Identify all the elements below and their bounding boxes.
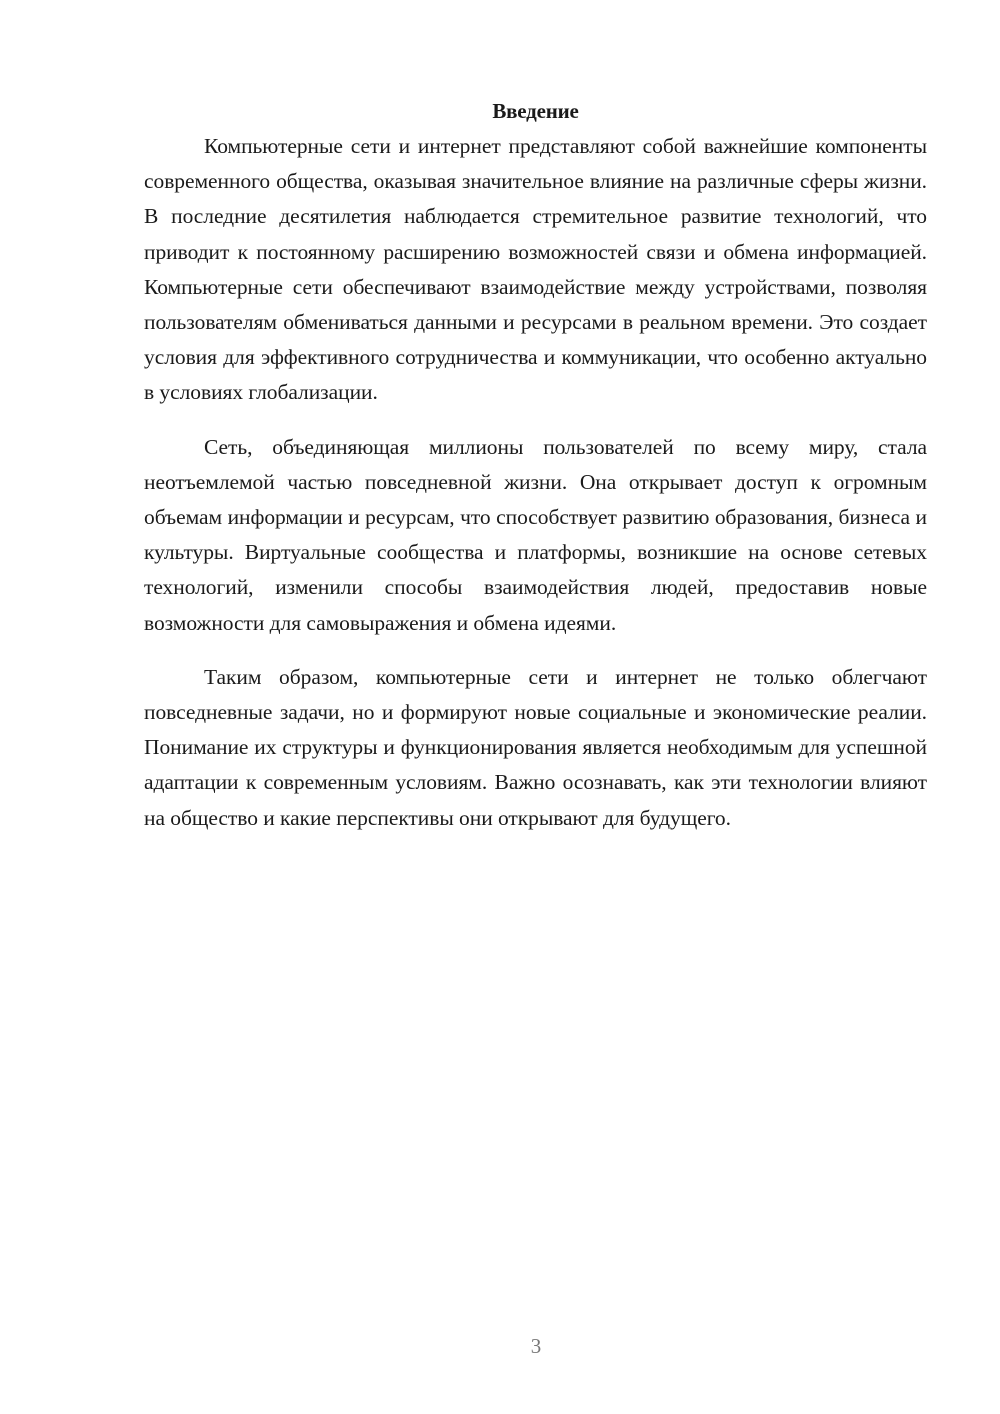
paragraph-1: Компьютерные сети и интернет представляют собой важнейшие компоненты современного общества, оказывая значительное влияние на различные сферы жизни. В последние десятилетия наблюдается стремительное развитие технологий, что приводит к постоянному расширению возможностей связи и обмена информацией. Компьютерные сети обеспечивают взаимодействие между устройствами, позволяя пользователям обмениваться данными и ресурсами в реальном времени. Это создает условия для эффективного сотрудничества и коммуникации, что особенно актуально в условиях глобализации. <box>144 134 927 405</box>
paragraph-2: Сеть, объединяющая миллионы пользователей по всему миру, стала неотъемлемой частью повседневной жизни. Она открывает доступ к огромным объемам информации и ресурсам, что способствует развитию образования, бизнеса и культуры. Виртуальные сообщества и платформы, возникшие на основе сетевых технологий, изменили способы взаимодействия людей, предоставив новые возможности для самовыражения и обмена идеями. <box>144 434 927 635</box>
section-title: Введение <box>492 99 579 123</box>
paragraph-3: Таким образом, компьютерные сети и интернет не только облегчают повседневные задачи, но и формируют новые социальные и экономические реалии. Понимание их структуры и функционирования является необходимым для успешной адаптации к современным условиям. Важно осознавать, как эти технологии влияют на общество и какие перспективы они открывают для будущего. <box>144 664 927 830</box>
page-number: 3 <box>530 1334 542 1358</box>
page-content <box>144 96 927 855</box>
